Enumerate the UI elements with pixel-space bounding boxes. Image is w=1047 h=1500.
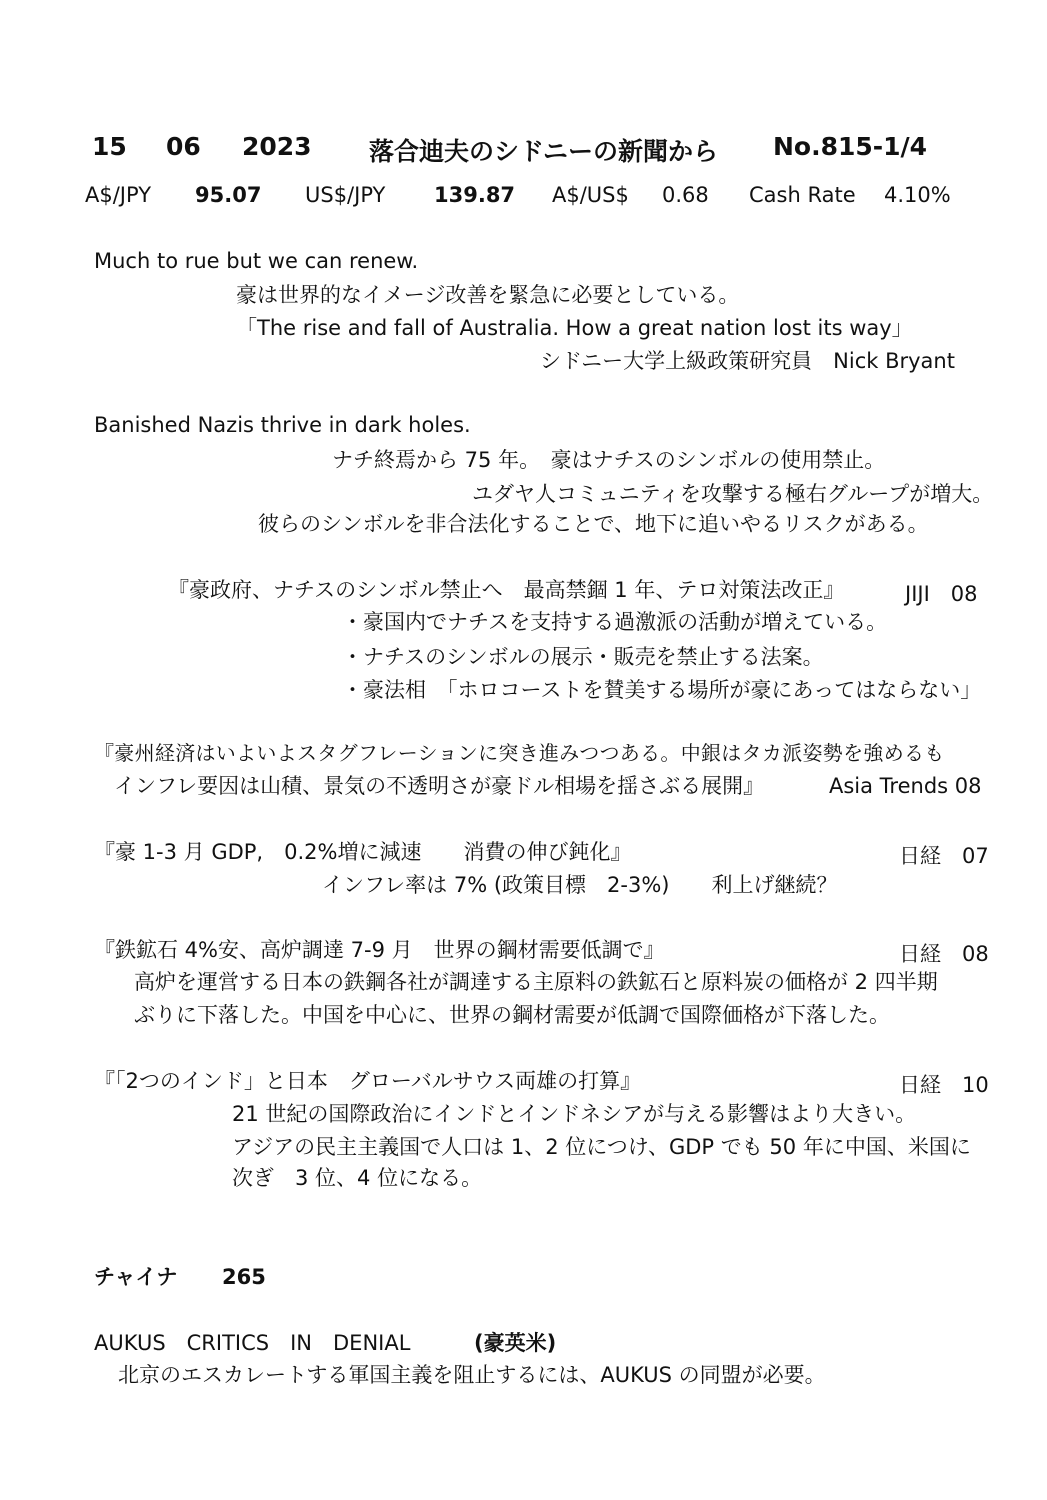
china-section-number: 265 [222,1265,266,1289]
usd-jpy-label: US$/JPY [305,183,386,207]
article-1-line-2: 「The rise and fall of Australia. How a great nation lost its way」 [236,316,913,340]
article-7-line-3: 次ぎ 3 位、4 位になる。 [232,1166,483,1190]
article-7-source: 日経 10 [899,1073,989,1097]
aukus-tag: (豪英米) [474,1331,557,1355]
cash-rate-label: Cash Rate [749,183,856,207]
article-5-source: 日経 07 [899,844,989,868]
article-1-line-3: シドニー大学上級政策研究員 Nick Bryant [540,349,955,373]
date-day: 15 [92,132,127,161]
issue-number: No.815-1/4 [773,132,928,161]
usd-jpy-value: 139.87 [434,183,516,207]
article-3-bullet-1: ・豪国内でナチスを支持する過激派の活動が増えている。 [342,610,888,634]
aukus-headline: AUKUS CRITICS IN DENIAL [94,1331,411,1355]
article-3-bullet-3: ・豪法相 「ホロコーストを賛美する場所が豪にあってはならない」 [342,678,982,702]
aud-usd-label: A$/US$ [552,183,629,207]
article-6-line-1: 高炉を運営する日本の鉄鋼各社が調達する主原料の鉄鉱石と原料炭の価格が 2 四半期 [134,970,938,994]
article-3-source: JIJI 08 [905,582,978,606]
aud-jpy-label: A$/JPY [85,183,152,207]
article-2-line-1: ナチ終焉から 75 年。 豪はナチスのシンボルの使用禁止。 [332,448,886,472]
newsletter-title: 落合迪夫のシドニーの新聞から [369,137,719,166]
article-7-line-1: 21 世紀の国際政治にインドとインドネシアが与える影響はより大きい。 [232,1102,917,1126]
article-3-bullet-2: ・ナチスのシンボルの展示・販売を禁止する法案。 [342,645,824,669]
article-6-line-2: ぶりに下落した。中国を中心に、世界の鋼材需要が低調で国際価格が下落した。 [134,1003,890,1027]
article-3-headline: 『豪政府、ナチスのシンボル禁止へ 最高禁錮 1 年、テロ対策法改正』 [168,578,845,602]
article-7-headline: 『「2つのインド」と日本 グローバルサウス両雄の打算』 [94,1069,642,1093]
date-year: 2023 [242,132,312,161]
cash-rate-value: 4.10% [884,183,951,207]
article-1-line-1: 豪は世界的なイメージ改善を緊急に必要としている。 [236,283,740,307]
article-2-line-3: 彼らのシンボルを非合法化することで、地下に追いやるリスクがある。 [258,512,929,536]
article-4-source: Asia Trends 08 [829,774,982,798]
aukus-line-1: 北京のエスカレートする軍国主義を阻止するには、AUKUS の同盟が必要。 [118,1363,826,1387]
article-5-line-1: インフレ率は 7% (政策目標 2-3%) 利上げ継続？ [322,873,838,897]
china-section-label: チャイナ [94,1265,178,1289]
article-4-line-1: 『豪州経済はいよいよスタグフレーションに突き進みつつある。中銀はタカ派姿勢を強めるも [94,741,945,765]
article-2-headline: Banished Nazis thrive in dark holes. [94,413,471,437]
article-1-headline: Much to rue but we can renew. [94,249,419,273]
article-5-headline: 『豪 1-3 月 GDP, 0.2%増に減速 消費の伸び鈍化』 [94,840,632,864]
article-6-headline: 『鉄鉱石 4%安、高炉調達 7-9 月 世界の鋼材需要低調で』 [94,938,665,962]
article-2-line-2: ユダヤ人コミュニティを攻撃する極右グループが増大。 [472,482,994,506]
aud-jpy-value: 95.07 [195,183,262,207]
aud-usd-value: 0.68 [662,183,709,207]
article-6-source: 日経 08 [899,942,989,966]
article-4-line-2: インフレ要因は山積、景気の不透明さが豪ドル相場を揺さぶる展開』 [114,774,765,798]
date-month: 06 [166,132,201,161]
article-7-line-2: アジアの民主主義国で人口は 1、2 位につけ、GDP でも 50 年に中国、米国に [232,1135,971,1159]
